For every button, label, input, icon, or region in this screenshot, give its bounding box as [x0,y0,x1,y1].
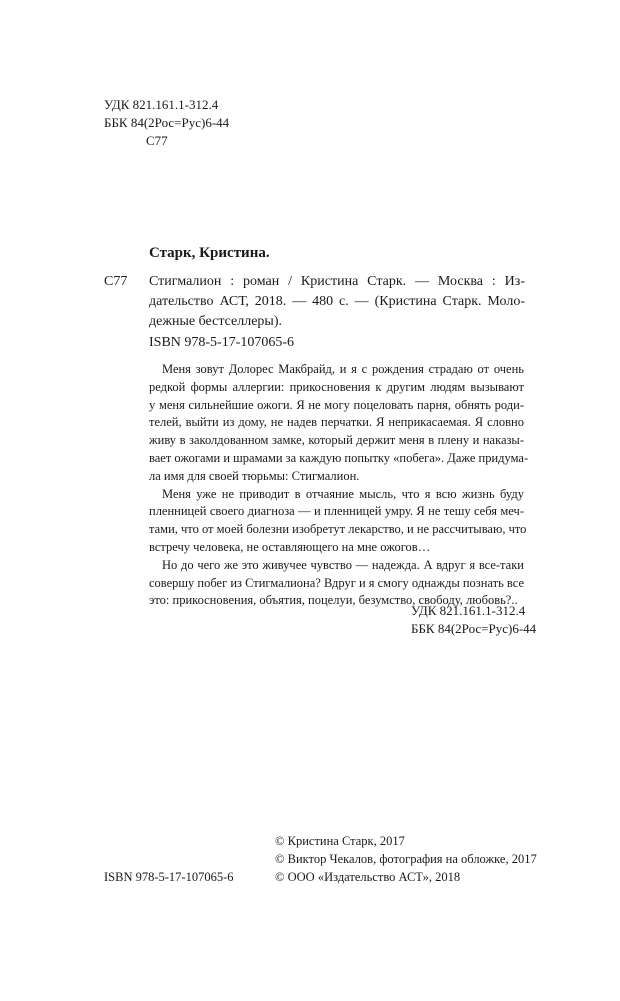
biblio-line: дательство АСТ, 2018. — 480 с. — (Кристина Старк. Моло- [149,294,525,309]
annotation-line: живу в заколдованном замке, который держит меня в плену и наказы- [149,433,524,448]
annotation-line: совершу побег из Стигмалиона? Вдруг и я смогу однажды познать все [149,575,525,590]
bbk-code: ББК 84(2Рос=Рус)6-44 [411,621,537,636]
copyright-line: © Кристина Старк, 2017 [275,834,405,848]
classification-block [104,96,229,150]
annotation-line: Меня уже не приводит в отчаяние мысль, что я всю жизнь буду [162,486,524,501]
author-heading: Старк, Кристина. [149,245,270,261]
annotation-line: это: прикосновения, объятия, поцелуи, безумство, свободу, любовь?.. [149,593,518,608]
copyright-line: © ООО «Издательство АСТ», 2018 [275,870,461,884]
annotation-line: вает ожогами и шрамами за каждую попытку «побега». Даже придума- [149,450,529,465]
udk-code: УДК 821.161.1-312.4 [411,603,526,618]
bbk-code: ББК 84(2Рос=Рус)6-44 [104,115,230,130]
annotation-line: у меня сильнейшие ожоги. Я не могу поцеловать парня, обнять роди- [149,397,524,412]
cutter-mark: С77 [104,274,128,289]
copyright-block [275,832,537,886]
biblio-line: дежные бестселлеры). [149,314,282,329]
annotation-line: встречу человека, не оставляющего на мне ожогов… [149,539,431,554]
footer-isbn: ISBN 978-5-17-107065-6 [104,870,234,884]
bibliographic-record [149,272,525,332]
copyright-line: © Виктор Чекалов, фотография на обложке, 2017 [275,852,537,866]
annotation-line: редкой формы аллергии: прикосновения к другим людям вызывают [149,379,524,394]
isbn-record: ISBN 978-5-17-107065-6 [149,335,295,350]
classification-repeat [411,602,536,638]
udk-code: УДК 821.161.1-312.4 [104,97,219,112]
annotation-line: пленницей своего диагноза — и пленницей умру. Я не тешу себя меч- [149,504,524,519]
biblio-line: Стигмалион : роман / Кристина Старк. — Москва : Из- [149,274,525,289]
annotation-line: телей, выйти из дому, не надев перчатки. Я неприкасаемая. Я словно [149,415,524,430]
annotation-line: Но до чего же это живучее чувство — надежда. А вдруг я все-таки [162,557,524,572]
annotation-line: ла имя для своей тюрьмы: Стигмалион. [149,468,360,483]
annotation [149,361,529,610]
annotation-line: тами, что от моей болезни изобретут лекарство, и не рассчитываю, что [149,522,527,537]
annotation-line: Меня зовут Долорес Макбрайд, и я с рождения страдаю от очень [162,362,524,376]
cutter-code: С77 [146,133,168,148]
